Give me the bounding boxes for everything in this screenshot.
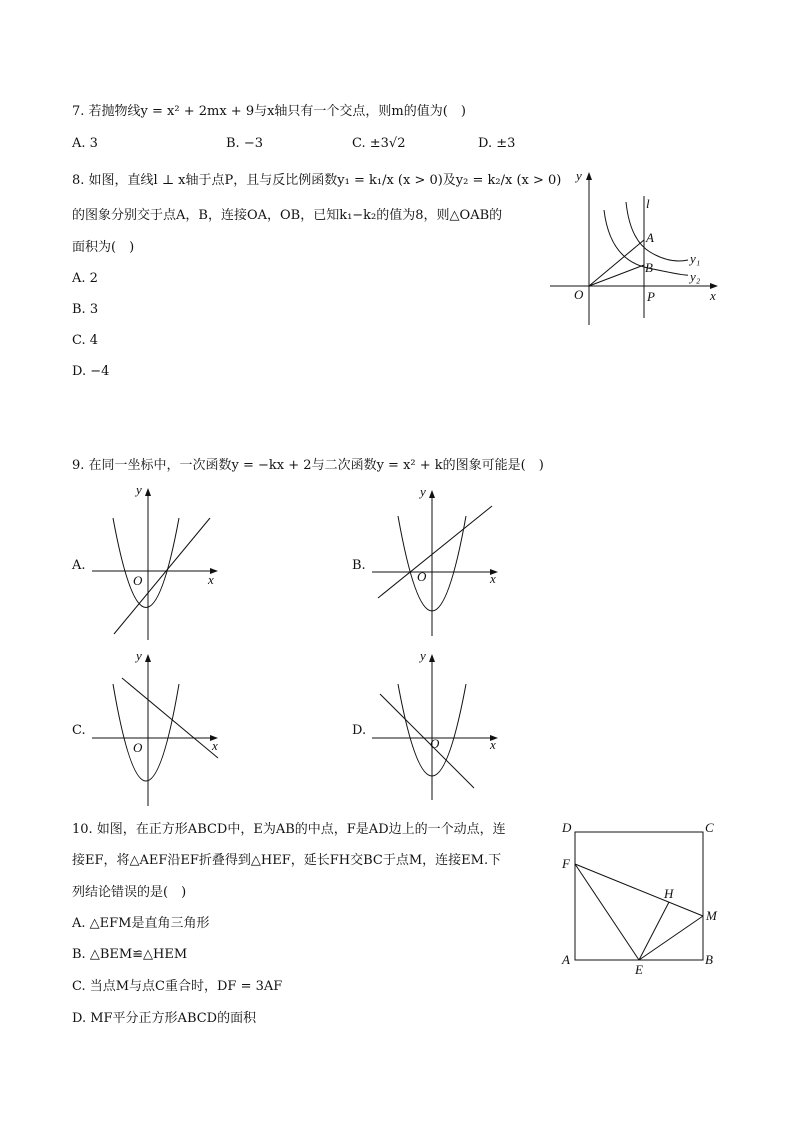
q8-option-a: A. 2 (72, 271, 98, 286)
q9a-label-o: O (133, 573, 143, 588)
q8-option-d: D. −4 (72, 364, 110, 379)
q9a-label-y: y (136, 482, 142, 497)
q8-label-p: P (647, 289, 655, 304)
q8-label-a: A (646, 230, 654, 245)
q9-option-d-letter: D. (352, 723, 367, 738)
q10-stem-line2: 接EF，将△AEF沿EF折叠得到△HEF，延长FH交BC于点M，连接EM.下 (72, 853, 502, 868)
q10-segment-eh (639, 902, 669, 960)
q8-label-y1: y₁ (690, 251, 701, 266)
q9-graph-b (368, 484, 508, 644)
q10-segment-em (639, 916, 703, 960)
q10-label-m: M (706, 908, 717, 923)
q10-label-d: D (562, 820, 572, 835)
q9b-label-x: x (490, 571, 496, 586)
q9b-y-arrow-icon (429, 490, 435, 498)
q9-option-b-letter: B. (352, 558, 366, 573)
q10-figure (558, 818, 728, 978)
q9c-y-arrow-icon (145, 654, 151, 662)
q8-option-b: B. 3 (72, 302, 99, 317)
q9d-label-y: y (420, 648, 426, 663)
q8-label-x: x (710, 288, 716, 303)
q10-segment-fm (575, 864, 703, 916)
q9c-label-y: y (136, 648, 142, 663)
q10-option-d: D. MF平分正方形ABCD的面积 (72, 1011, 257, 1026)
q8-stem-line3: 面积为( ) (72, 240, 135, 255)
q9a-parabola (113, 518, 179, 608)
q8-segment-ob (589, 265, 644, 286)
q8-label-y: y (576, 168, 582, 183)
q9b-label-y: y (420, 484, 426, 499)
q8-stem-line2: 的图象分别交于点A，B，连接OA，OB，已知k₁−k₂的值为8，则△OAB的 (72, 208, 503, 223)
q10-label-f: F (562, 856, 570, 871)
q9a-y-arrow-icon (145, 488, 151, 496)
q8-label-o: O (574, 287, 584, 302)
q8-option-c: C. 4 (72, 333, 99, 348)
q9-graph-d (368, 648, 508, 808)
q9b-label-o: O (417, 569, 427, 584)
q9c-label-o: O (133, 740, 143, 755)
q7-option-d: D. ±3 (478, 136, 516, 151)
q10-stem-line3: 列结论错误的是( ) (72, 885, 187, 900)
q8-y-arrow-icon (586, 172, 592, 180)
q9-stem: 9. 在同一坐标中，一次函数y = −kx + 2与二次函数y = x² + k的图象可能是( ) (72, 458, 544, 473)
q9d-label-x: x (490, 737, 496, 752)
q8-stem-line1: 8. 如图，直线l ⊥ x轴于点P，且与反比例函数y₁ = k₁/x (x > 0)及y₂ = k₂/x (x > 0) (72, 173, 562, 188)
q7-option-c: C. ±3√2 (352, 136, 406, 151)
q10-segment-fe (575, 864, 639, 960)
q10-label-b: B (705, 952, 713, 967)
q8-label-b: B (645, 260, 653, 275)
q9d-y-arrow-icon (429, 654, 435, 662)
q10-label-c: C (705, 820, 714, 835)
q8-curve-y1 (626, 202, 688, 261)
q8-figure (548, 168, 728, 333)
q7-option-b: B. −3 (226, 136, 263, 151)
q9-graph-c (88, 648, 228, 808)
q7-option-a: A. 3 (72, 136, 98, 151)
q10-label-h: H (664, 886, 674, 901)
q10-square-abcd (575, 832, 703, 960)
q10-option-a: A. △EFM是直角三角形 (72, 916, 210, 931)
q10-option-b: B. △BEM≌△HEM (72, 947, 188, 962)
q9c-label-x: x (212, 738, 218, 753)
q10-option-c: C. 当点M与点C重合时，DF = 3AF (72, 979, 283, 994)
q10-stem-line1: 10. 如图，在正方形ABCD中，E为AB的中点，F是AD边上的一个动点，连 (72, 822, 506, 837)
q9-option-c-letter: C. (72, 723, 86, 738)
q9a-line (114, 518, 210, 634)
q10-label-e: E (635, 962, 643, 977)
q8-label-y2: y₂ (690, 269, 701, 284)
q9-option-a-letter: A. (72, 558, 86, 573)
q9d-label-o: O (430, 736, 440, 751)
q10-label-a: A (562, 952, 570, 967)
q9-graph-a (88, 482, 228, 642)
q9a-label-x: x (208, 572, 214, 587)
q9b-line (378, 506, 492, 598)
q7-stem: 7. 若抛物线y = x² + 2mx + 9与x轴只有一个交点，则m的值为( ) (72, 104, 466, 119)
q8-label-l: l (646, 196, 650, 211)
